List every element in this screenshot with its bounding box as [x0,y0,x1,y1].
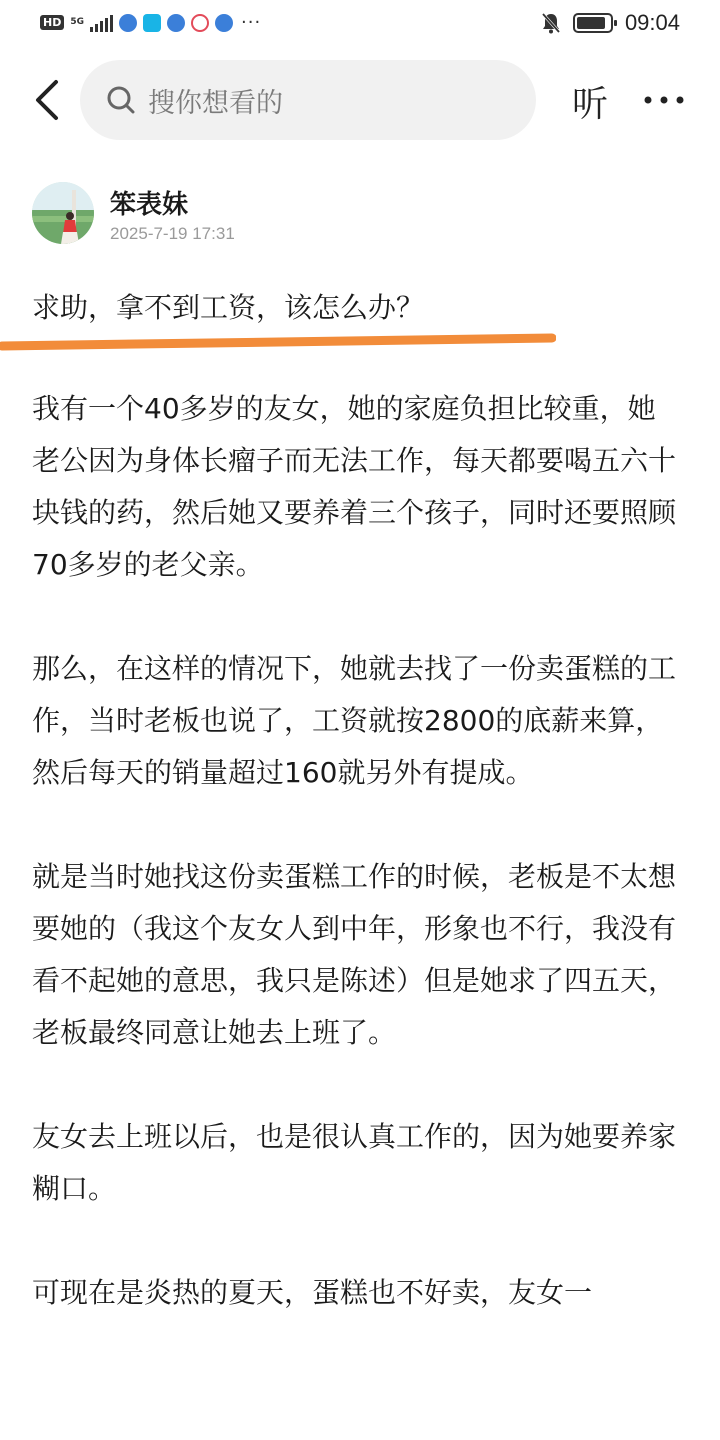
clock: 09:04 [624,10,680,35]
app-notification-icon [215,14,233,32]
post-paragraph: 可现在是炎热的夏天，蛋糕也不好卖，友女一 [32,1276,593,1309]
post-timestamp: 2025-7-19 17:31 [110,224,235,243]
search-icon [106,85,136,115]
hd-badge: HD [40,15,64,30]
post-body [32,383,682,1371]
ellipsis-icon [640,82,690,118]
back-button[interactable] [30,78,70,122]
battery-fill [577,17,605,29]
music-icon [191,14,209,32]
search-placeholder: 搜你想看的 [148,87,283,119]
post-paragraph: 友女去上班以后，也是很认真工作的，因为她要养家糊口。 [32,1120,677,1205]
network-type: 5G [70,17,84,27]
avatar-image [32,182,94,244]
signal-icon [90,14,113,32]
status-bar [0,0,720,50]
book-app-icon [143,14,161,32]
app-notification-icon [119,14,137,32]
chevron-left-icon [30,78,70,122]
more-options-button[interactable] [640,82,690,118]
post-paragraph: 那么，在这样的情况下，她就去找了一份卖蛋糕的工作，当时老板也说了，工资就按2800的底薪来算，然后每天的销量超过160就另外有提成。 [32,652,677,789]
author-name[interactable]: 笨表妹 [110,190,189,220]
search-input[interactable] [80,60,536,140]
post-paragraph: 我有一个40多岁的友女，她的家庭负担比较重，她老公因为身体长瘤子而无法工作，每天都要喝五六十块钱的药，然后她又要养着三个孩子，同时还要照顾70多岁的老父亲。 [32,392,677,581]
post-paragraph: 就是当时她找这份卖蛋糕工作的时候，老板是不太想要她的（我这个友女人到中年，形象也不行，我没有看不起她的意思，我只是陈述）但是她求了四五天，老板最终同意让她去上班了。 [32,860,677,1049]
status-right [541,10,680,36]
title-underline [0,326,556,356]
app-notification-icon [167,14,185,32]
author-avatar[interactable] [32,182,94,244]
post-title: 求助，拿不到工资，该怎么办？ [32,291,425,324]
listen-button[interactable]: 听 [572,84,609,125]
more-notifications-icon: ··· [241,12,262,33]
mute-bell-icon [541,12,561,34]
battery-icon [573,13,613,33]
status-left [40,12,261,33]
